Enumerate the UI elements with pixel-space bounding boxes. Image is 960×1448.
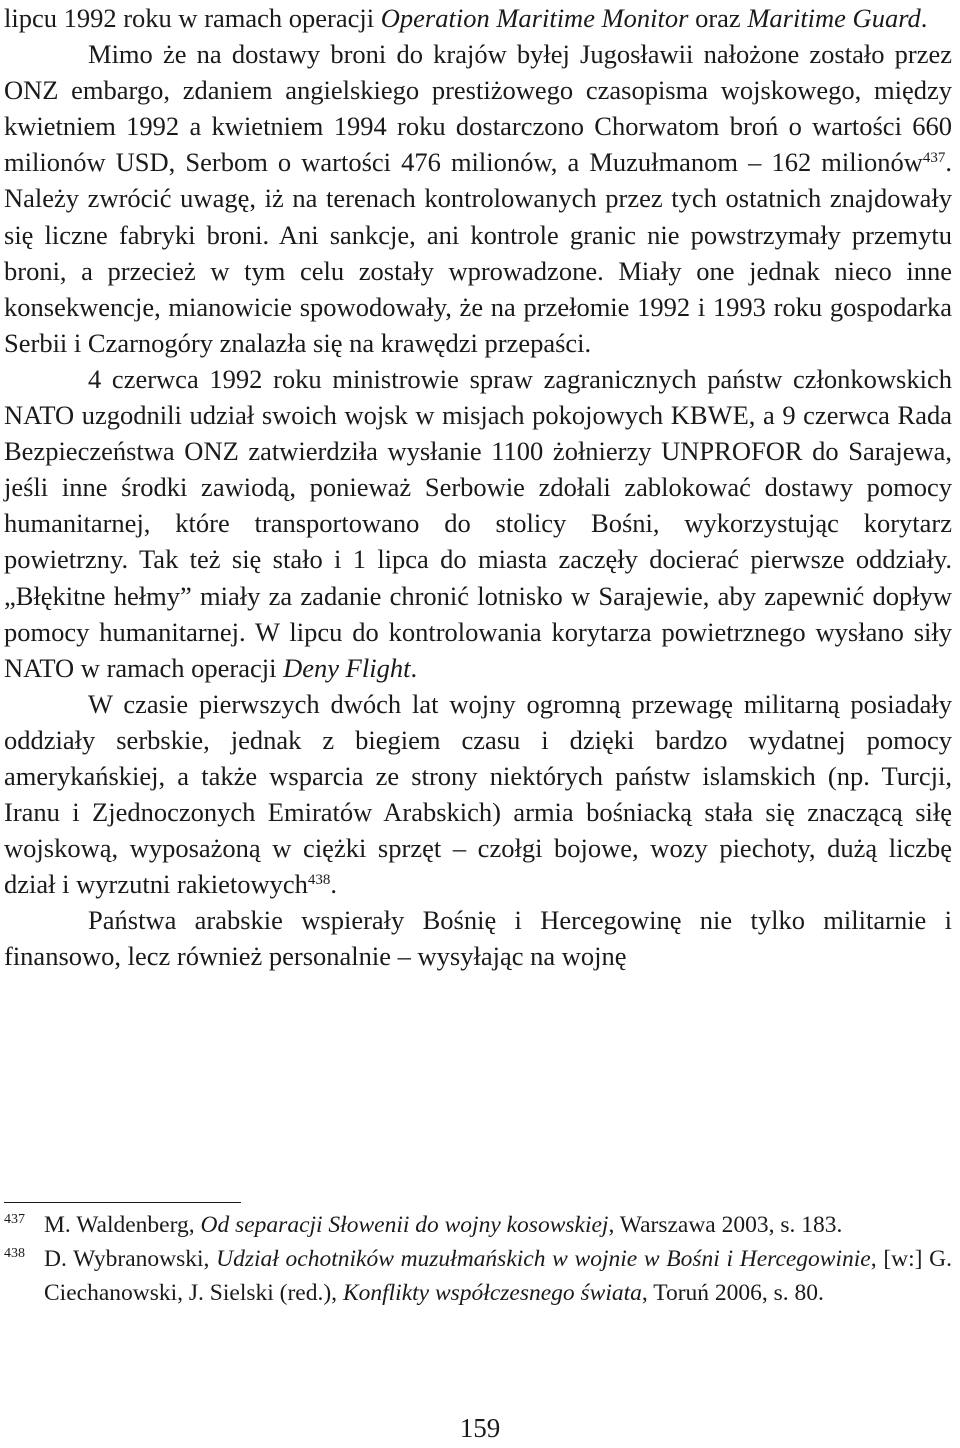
operation-name: Maritime Guard (747, 3, 921, 33)
paragraph-5 (4, 902, 952, 974)
paragraph-text: oraz (688, 3, 748, 33)
paragraph-text: lipcu 1992 roku w ramach operacji (4, 3, 381, 33)
footnote-437 (4, 1208, 952, 1242)
operation-name: Operation Maritime Monitor (380, 3, 689, 33)
footnote-number: 438 (4, 1246, 25, 1261)
paragraph-text: 4 czerwca 1992 roku ministrowie spraw zagranicznych państw członkowskich NATO uzgodnili udział swoich wojsk w misjach pokojowych KBWE, a 9 czerwca Rada Bezpieczeństwa ONZ zatwierdziła wysłanie 1100 żołnierzy UNPROFOR do Sarajewa, jeśli inne środki zawiodą, ponieważ Serbowie zdołali zablokować dostawy pomocy humanitarnej, które transportowano do stolicy Bośni, wykorzystując korytarz powietrzny. Tak też się stało i 1 lipca do miasta zaczęły docierać pierwsze oddziały. „Błękitne hełmy” miały za zadanie chronić lotnisko w Sarajewie, aby zapewnić dopływ pomocy humanitarnej. W lipcu do kontrolowania korytarza powietrznego wysłano siły NATO w ramach operacji (4, 363, 952, 683)
footnote-title: Od separacji Słowenii do wojny kosowskiej (200, 1212, 609, 1238)
footnote-reference[interactable]: 437 (922, 150, 946, 167)
page-number: 159 (459, 1413, 501, 1443)
footnote-separator (4, 1202, 241, 1203)
page-body (4, 0, 952, 975)
footnote-text (44, 1242, 952, 1310)
footnote-text (44, 1208, 952, 1242)
paragraph-text: . (410, 652, 418, 683)
footnote-author: M. Waldenberg, (44, 1212, 201, 1238)
footnote-author: D. Wybranowski, (44, 1246, 217, 1272)
paragraph-2 (4, 36, 952, 361)
paragraph-3 (4, 361, 952, 686)
footnote-details: , Warszawa 2003, s. 183. (608, 1212, 843, 1238)
paragraph-text: . (920, 3, 928, 33)
footnote-number: 437 (4, 1212, 25, 1227)
footnotes (4, 1208, 952, 1310)
paragraph-text: . Należy zwrócić uwagę, iż na terenach kontrolowanych przez tych ostatnich znajdowały się liczne fabryki broni. Ani sankcje, ani kontrole granic nie powstrzymały przemytu broni, a przecież w tym celu zostały wprowadzone. Miały one jednak nieco inne konsekwencje, mianowicie spowodowały, że na przełomie 1992 i 1993 roku gospodarka Serbii i Czarnogóry znalazła się na krawędzi przepaści. (4, 147, 952, 358)
paragraph-1 (4, 0, 952, 36)
paragraph-text: Państwa arabskie wspierały Bośnię i Hercegowinę nie tylko militarnie i finansowo, lecz również personalnie – wysyłając na wojnę (4, 905, 952, 972)
operation-name: Deny Flight (283, 652, 411, 683)
footnote-details: , [w:] G. Ciechanowski, J. Sielski (red.), (44, 1246, 953, 1306)
paragraph-4 (4, 686, 952, 903)
paragraph-text: Mimo że na dostawy broni do krajów byłej Jugosławii nałożone zostało przez ONZ embargo, zdaniem angielskiego prestiżowego czasopisma wojskowego, między kwietniem 1992 a kwietniem 1994 roku dostarczono Chorwatom broń o wartości 660 milionów USD, Serbom o wartości 476 milionów, a Muzułmanom – 162 milionów (4, 39, 952, 178)
footnote-title: Udział ochotników muzułmańskich w wojnie w Bośni i Hercegowinie (216, 1246, 871, 1272)
paragraph-text: . (330, 869, 338, 900)
footnote-details: , Toruń 2006, s. 80. (641, 1280, 824, 1306)
footnote-reference[interactable]: 438 (307, 872, 331, 889)
paragraph-text: W czasie pierwszych dwóch lat wojny ogromną przewagę militarną posiadały oddziały serbskie, jednak z biegiem czasu i dzięki bardzo wydatnej pomocy amerykańskiej, a także wsparcia ze strony niektórych państw islamskich (np. Turcji, Iranu i Zjednoczonych Emiratów Arabskich) armia bośniacką stała się znaczącą siłę wojskową, wyposażoną w ciężki sprzęt – czołgi bojowe, wozy piechoty, dużą liczbę dział i wyrzutni rakietowych (4, 688, 952, 900)
footnote-438 (4, 1242, 952, 1310)
footnote-title: Konflikty współczesnego świata (342, 1280, 642, 1306)
